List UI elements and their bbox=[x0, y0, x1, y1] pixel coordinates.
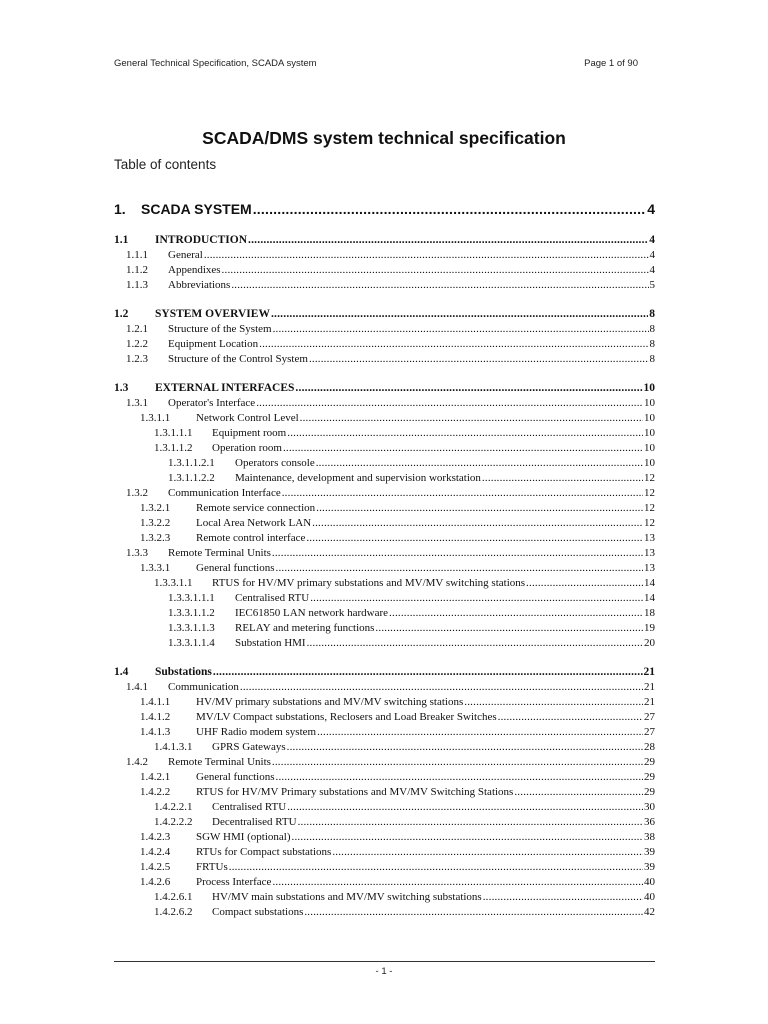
toc-entry-page: 14 bbox=[644, 592, 655, 604]
toc-entry-page: 12 bbox=[644, 502, 655, 514]
toc-entry-page: 8 bbox=[649, 323, 655, 335]
toc-entry-number: 1.4.2.1 bbox=[140, 771, 171, 783]
toc-entry-line bbox=[168, 249, 655, 261]
toc-entry-title: Centralised RTU bbox=[212, 801, 287, 813]
toc-entry-page: 13 bbox=[644, 532, 655, 544]
toc-entry-number: 1.3.3.1.1.3 bbox=[168, 622, 215, 634]
toc-entry-title: Equipment room bbox=[212, 427, 287, 439]
toc-entry[interactable] bbox=[114, 199, 655, 229]
toc-entry-line bbox=[196, 831, 655, 843]
toc-entry-page: 13 bbox=[644, 547, 655, 559]
toc-entry-number: 1.4.2.2.2 bbox=[154, 816, 193, 828]
toc-dot-leader bbox=[298, 816, 643, 828]
toc-entry-line bbox=[212, 801, 655, 813]
toc-dot-leader bbox=[332, 846, 643, 858]
toc-entry-page: 27 bbox=[644, 726, 655, 738]
toc-dot-leader bbox=[316, 502, 643, 514]
toc-entry-line bbox=[212, 577, 655, 589]
toc-dot-leader bbox=[253, 201, 646, 217]
toc-entry-title: Operation room bbox=[212, 442, 282, 454]
toc-entry[interactable] bbox=[114, 801, 655, 816]
toc-entry[interactable] bbox=[114, 502, 655, 517]
toc-dot-leader bbox=[300, 412, 643, 424]
toc-dot-leader bbox=[271, 308, 648, 320]
toc-entry-line bbox=[155, 382, 655, 394]
toc-entry-number: 1.3.1.1 bbox=[140, 412, 171, 424]
toc-entry-number: 1.2.3 bbox=[126, 353, 148, 365]
toc-entry-number: 1.3.3.1.1.1 bbox=[168, 592, 215, 604]
toc-dot-leader bbox=[283, 442, 643, 454]
toc-entry-number: 1.4.2.6.1 bbox=[154, 891, 193, 903]
toc-dot-leader bbox=[287, 427, 643, 439]
toc-entry-page: 21 bbox=[643, 666, 655, 678]
toc-entry-page: 5 bbox=[649, 279, 655, 291]
toc-entry-page: 29 bbox=[644, 771, 655, 783]
document-title: SCADA/DMS system technical specification bbox=[202, 128, 566, 148]
toc-entry-line bbox=[168, 547, 655, 559]
toc-dot-leader bbox=[483, 891, 643, 903]
toc-dot-leader bbox=[514, 786, 643, 798]
toc-entry-page: 8 bbox=[649, 353, 655, 365]
toc-entry-line bbox=[235, 607, 655, 619]
toc-entry-title: HV/MV main substations and MV/MV switching substations bbox=[212, 891, 482, 903]
toc-entry-line bbox=[196, 786, 655, 798]
toc-entry-page: 10 bbox=[644, 442, 655, 454]
toc-entry-number: 1.4.1.3.1 bbox=[154, 741, 193, 753]
toc-dot-leader bbox=[272, 876, 643, 888]
toc-entry-title: Operator's Interface bbox=[168, 397, 256, 409]
toc-entry-number: 1.2.2 bbox=[126, 338, 148, 350]
toc-entry-page: 4 bbox=[647, 201, 655, 217]
toc-dot-leader bbox=[526, 577, 643, 589]
toc-entry-line bbox=[168, 681, 655, 693]
toc-entry-number: 1.4.2.2 bbox=[140, 786, 171, 798]
toc-entry-number: 1.3.1 bbox=[126, 397, 148, 409]
toc-entry[interactable] bbox=[114, 532, 655, 547]
toc-entry[interactable] bbox=[114, 264, 655, 279]
toc-entry-line bbox=[196, 532, 655, 544]
toc-dot-leader bbox=[306, 532, 643, 544]
toc-entry-title: Abbreviations bbox=[168, 279, 231, 291]
toc-entry-title: Centralised RTU bbox=[235, 592, 310, 604]
toc-dot-leader bbox=[295, 382, 642, 394]
toc-dot-leader bbox=[256, 397, 643, 409]
toc-entry-title: RTUS for HV/MV Primary substations and MV/MV Switching Stations bbox=[196, 786, 514, 798]
toc-entry-page: 10 bbox=[644, 427, 655, 439]
toc-dot-leader bbox=[316, 457, 643, 469]
toc-entry-page: 10 bbox=[644, 457, 655, 469]
toc-dot-leader bbox=[229, 861, 643, 873]
toc-entry-page: 42 bbox=[644, 906, 655, 918]
toc-entry-line bbox=[196, 696, 655, 708]
toc-entry-number: 1.3.1.1.2.2 bbox=[168, 472, 215, 484]
toc-entry-number: 1.3.3.1.1 bbox=[154, 577, 193, 589]
toc-entry-page: 18 bbox=[644, 607, 655, 619]
toc-entry-line bbox=[212, 891, 655, 903]
toc-dot-leader bbox=[317, 726, 643, 738]
toc-entry-page: 12 bbox=[644, 517, 655, 529]
toc-entry-page: 39 bbox=[644, 846, 655, 858]
toc-entry-page: 19 bbox=[644, 622, 655, 634]
toc-entry-title: Maintenance, development and supervision workstation bbox=[235, 472, 481, 484]
toc-entry[interactable] bbox=[114, 472, 655, 487]
toc-entry-line bbox=[196, 846, 655, 858]
toc-entry-number: 1.3.1.1.2.1 bbox=[168, 457, 215, 469]
toc-entry[interactable] bbox=[114, 517, 655, 532]
toc-entry-title: General functions bbox=[196, 771, 275, 783]
toc-entry-title: IEC61850 LAN network hardware bbox=[235, 607, 389, 619]
toc-entry-number: 1.3.1.1.1 bbox=[154, 427, 193, 439]
toc-entry-number: 1.3.3.1 bbox=[140, 562, 171, 574]
toc-entry-line bbox=[168, 353, 655, 365]
toc-entry-number: 1.4 bbox=[114, 666, 129, 678]
toc-entry-line bbox=[212, 906, 655, 918]
toc-entry-line bbox=[235, 622, 655, 634]
toc-entry[interactable] bbox=[114, 891, 655, 906]
toc-entry-title: Appendixes bbox=[168, 264, 221, 276]
toc-entry-line bbox=[196, 412, 655, 424]
toc-dot-leader bbox=[307, 637, 643, 649]
running-header-page: Page 1 of 90 bbox=[584, 58, 638, 69]
toc-dot-leader bbox=[287, 801, 643, 813]
toc-entry[interactable] bbox=[114, 397, 655, 412]
toc-entry-number: 1.4.1.2 bbox=[140, 711, 171, 723]
toc-entry[interactable] bbox=[114, 234, 655, 249]
toc-entry[interactable] bbox=[114, 607, 655, 622]
toc-entry[interactable] bbox=[114, 681, 655, 696]
toc-entry-line bbox=[168, 756, 655, 768]
toc-entry-title: Process Interface bbox=[196, 876, 272, 888]
toc-entry-number: 1.3.3.1.1.2 bbox=[168, 607, 215, 619]
toc-entry[interactable] bbox=[114, 756, 655, 771]
toc-entry-page: 8 bbox=[649, 308, 655, 320]
running-header-title: General Technical Specification, SCADA system bbox=[114, 58, 317, 69]
toc-entry-line bbox=[168, 264, 655, 276]
toc-entry[interactable] bbox=[114, 382, 655, 397]
toc-entry-title: Remote Terminal Units bbox=[168, 756, 271, 768]
toc-entry[interactable] bbox=[114, 249, 655, 264]
toc-dot-leader bbox=[204, 249, 649, 261]
toc-dot-leader bbox=[231, 279, 648, 291]
toc-entry[interactable] bbox=[114, 906, 655, 921]
toc-entry-page: 20 bbox=[644, 637, 655, 649]
toc-entry[interactable] bbox=[114, 666, 655, 681]
toc-entry-number: 1.1.3 bbox=[126, 279, 148, 291]
table-of-contents bbox=[114, 199, 655, 921]
toc-entry-title: Equipment Location bbox=[168, 338, 259, 350]
toc-entry-line bbox=[235, 472, 655, 484]
toc-entry-page: 27 bbox=[644, 711, 655, 723]
toc-entry-page: 21 bbox=[644, 681, 655, 693]
toc-entry-line bbox=[196, 517, 655, 529]
toc-entry-title: Compact substations bbox=[212, 906, 304, 918]
toc-entry-line bbox=[196, 876, 655, 888]
toc-entry-title: Communication Interface bbox=[168, 487, 281, 499]
toc-entry-line bbox=[196, 726, 655, 738]
toc-entry-line bbox=[155, 308, 655, 320]
toc-entry[interactable] bbox=[114, 323, 655, 338]
toc-entry-number: 1.3 bbox=[114, 382, 129, 394]
toc-entry-page: 10 bbox=[643, 382, 655, 394]
toc-entry[interactable] bbox=[114, 741, 655, 756]
toc-entry-title: General bbox=[168, 249, 203, 261]
toc-entry-title: Substations bbox=[155, 666, 212, 678]
toc-entry-line bbox=[235, 592, 655, 604]
toc-entry-line bbox=[235, 637, 655, 649]
toc-entry-title: SYSTEM OVERVIEW bbox=[155, 308, 270, 320]
toc-dot-leader bbox=[312, 517, 643, 529]
footer-page-number: - 1 - bbox=[375, 966, 393, 977]
toc-entry-number: 1.4.2.6.2 bbox=[154, 906, 193, 918]
toc-entry[interactable] bbox=[114, 771, 655, 786]
toc-entry[interactable] bbox=[114, 816, 655, 831]
toc-entry-title: RTUS for HV/MV primary substations and MV/MV switching stations bbox=[212, 577, 526, 589]
toc-entry-page: 4 bbox=[649, 234, 655, 246]
toc-entry-page: 30 bbox=[644, 801, 655, 813]
toc-entry-page: 40 bbox=[644, 891, 655, 903]
toc-entry[interactable] bbox=[114, 412, 655, 427]
toc-entry-title: RELAY and metering functions bbox=[235, 622, 375, 634]
toc-entry-line bbox=[212, 816, 655, 828]
toc-entry-page: 4 bbox=[649, 249, 655, 261]
toc-entry[interactable] bbox=[114, 308, 655, 323]
toc-entry[interactable] bbox=[114, 487, 655, 502]
toc-entry-number: 1.4.2.5 bbox=[140, 861, 171, 873]
toc-entry-line bbox=[168, 323, 655, 335]
toc-dot-leader bbox=[498, 711, 643, 723]
toc-entry-number: 1.4.2 bbox=[126, 756, 148, 768]
toc-entry-line bbox=[196, 502, 655, 514]
toc-entry-title: HV/MV primary substations and MV/MV switching stations bbox=[196, 696, 464, 708]
toc-entry-number: 1.2 bbox=[114, 308, 129, 320]
toc-dot-leader bbox=[375, 622, 643, 634]
toc-entry-number: 1.3.2.1 bbox=[140, 502, 171, 514]
toc-entry-page: 29 bbox=[644, 756, 655, 768]
toc-entry-page: 14 bbox=[644, 577, 655, 589]
toc-dot-leader bbox=[287, 741, 643, 753]
toc-entry-title: GPRS Gateways bbox=[212, 741, 286, 753]
toc-entry-page: 12 bbox=[644, 472, 655, 484]
toc-heading: Table of contents bbox=[114, 157, 217, 172]
toc-entry[interactable] bbox=[114, 726, 655, 741]
toc-entry-page: 36 bbox=[644, 816, 655, 828]
toc-entry-title: Decentralised RTU bbox=[212, 816, 297, 828]
toc-dot-leader bbox=[248, 234, 648, 246]
toc-entry-page: 21 bbox=[644, 696, 655, 708]
toc-entry[interactable] bbox=[114, 592, 655, 607]
toc-entry-number: 1.3.2.3 bbox=[140, 532, 171, 544]
toc-entry-line bbox=[196, 562, 655, 574]
toc-entry-page: 39 bbox=[644, 861, 655, 873]
toc-entry[interactable] bbox=[114, 622, 655, 637]
toc-entry-number: 1.4.2.2.1 bbox=[154, 801, 193, 813]
toc-dot-leader bbox=[259, 338, 648, 350]
toc-entry-number: 1.2.1 bbox=[126, 323, 148, 335]
toc-entry-page: 38 bbox=[644, 831, 655, 843]
toc-entry-number: 1.4.2.6 bbox=[140, 876, 171, 888]
toc-entry-number: 1.4.1.3 bbox=[140, 726, 171, 738]
toc-entry-title: Structure of the System bbox=[168, 323, 272, 335]
toc-entry-title: Remote Terminal Units bbox=[168, 547, 271, 559]
toc-dot-leader bbox=[389, 607, 643, 619]
toc-entry[interactable] bbox=[114, 696, 655, 711]
toc-dot-leader bbox=[213, 666, 643, 678]
footer-divider bbox=[114, 961, 655, 962]
toc-dot-leader bbox=[292, 831, 643, 843]
toc-entry-number: 1.3.1.1.2 bbox=[154, 442, 193, 454]
toc-entry-page: 40 bbox=[644, 876, 655, 888]
toc-entry-number: 1.1 bbox=[114, 234, 129, 246]
toc-dot-leader bbox=[304, 906, 643, 918]
toc-entry-title: Network Control Level bbox=[196, 412, 299, 424]
toc-entry[interactable] bbox=[114, 876, 655, 891]
toc-entry[interactable] bbox=[114, 338, 655, 353]
toc-entry[interactable] bbox=[114, 427, 655, 442]
toc-entry-number: 1.3.2 bbox=[126, 487, 148, 499]
toc-entry-title: Communication bbox=[168, 681, 239, 693]
toc-dot-leader bbox=[310, 592, 643, 604]
toc-entry-number: 1.4.1.1 bbox=[140, 696, 171, 708]
toc-dot-leader bbox=[309, 353, 649, 365]
toc-dot-leader bbox=[222, 264, 649, 276]
toc-dot-leader bbox=[240, 681, 643, 693]
toc-entry[interactable] bbox=[114, 577, 655, 592]
toc-entry[interactable] bbox=[114, 711, 655, 726]
toc-entry-page: 10 bbox=[644, 397, 655, 409]
toc-entry[interactable] bbox=[114, 637, 655, 652]
toc-entry-line bbox=[212, 442, 655, 454]
toc-entry-title: SGW HMI (optional) bbox=[196, 831, 291, 843]
toc-entry-page: 8 bbox=[649, 338, 655, 350]
toc-entry-number: 1.4.2.3 bbox=[140, 831, 171, 843]
toc-entry-title: Substation HMI bbox=[235, 637, 306, 649]
toc-entry-line bbox=[168, 338, 655, 350]
toc-entry-number: 1.3.3.1.1.4 bbox=[168, 637, 215, 649]
toc-entry-number: 1.1.2 bbox=[126, 264, 148, 276]
toc-entry-title: Remote service connection bbox=[196, 502, 316, 514]
toc-entry-line bbox=[168, 279, 655, 291]
toc-dot-leader bbox=[272, 756, 643, 768]
toc-entry-number: 1.3.2.2 bbox=[140, 517, 171, 529]
toc-entry-page: 29 bbox=[644, 786, 655, 798]
toc-entry-title: UHF Radio modem system bbox=[196, 726, 317, 738]
toc-entry-line bbox=[155, 666, 655, 678]
toc-entry[interactable] bbox=[114, 547, 655, 562]
toc-entry-line bbox=[141, 201, 655, 217]
toc-entry[interactable] bbox=[114, 831, 655, 846]
toc-entry-number: 1.4.2.4 bbox=[140, 846, 171, 858]
toc-entry-line bbox=[196, 771, 655, 783]
toc-entry-title: FRTUs bbox=[196, 861, 228, 873]
toc-dot-leader bbox=[282, 487, 643, 499]
toc-entry[interactable] bbox=[114, 786, 655, 801]
toc-entry-line bbox=[235, 457, 655, 469]
toc-entry-number: 1.3.3 bbox=[126, 547, 148, 559]
toc-entry[interactable] bbox=[114, 846, 655, 861]
toc-entry-title: INTRODUCTION bbox=[155, 234, 248, 246]
toc-entry-title: General functions bbox=[196, 562, 275, 574]
toc-entry-page: 13 bbox=[644, 562, 655, 574]
toc-entry[interactable] bbox=[114, 562, 655, 577]
toc-entry-title: RTUs for Compact substations bbox=[196, 846, 332, 858]
toc-entry[interactable] bbox=[114, 279, 655, 294]
toc-entry-line bbox=[212, 427, 655, 439]
toc-dot-leader bbox=[276, 771, 644, 783]
toc-entry-page: 4 bbox=[649, 264, 655, 276]
toc-dot-leader bbox=[273, 323, 649, 335]
toc-entry-title: Structure of the Control System bbox=[168, 353, 308, 365]
toc-entry-title: Remote control interface bbox=[196, 532, 306, 544]
toc-entry[interactable] bbox=[114, 457, 655, 472]
toc-entry-page: 10 bbox=[644, 412, 655, 424]
toc-entry-title: Local Area Network LAN bbox=[196, 517, 312, 529]
toc-entry-line bbox=[212, 741, 655, 753]
toc-dot-leader bbox=[272, 547, 643, 559]
toc-entry-number: 1. bbox=[114, 201, 126, 217]
toc-entry-number: 1.4.1 bbox=[126, 681, 148, 693]
toc-entry-page: 28 bbox=[644, 741, 655, 753]
toc-entry[interactable] bbox=[114, 861, 655, 876]
toc-entry-line bbox=[196, 711, 655, 723]
toc-dot-leader bbox=[276, 562, 644, 574]
toc-dot-leader bbox=[464, 696, 643, 708]
toc-entry-title: SCADA SYSTEM bbox=[141, 201, 252, 217]
toc-entry-title: MV/LV Compact substations, Reclosers and Load Breaker Switches bbox=[196, 711, 497, 723]
toc-entry[interactable] bbox=[114, 353, 655, 368]
toc-entry-number: 1.1.1 bbox=[126, 249, 148, 261]
toc-entry-line bbox=[196, 861, 655, 873]
toc-entry-line bbox=[168, 487, 655, 499]
toc-entry-line bbox=[155, 234, 655, 246]
toc-entry[interactable] bbox=[114, 442, 655, 457]
toc-entry-line bbox=[168, 397, 655, 409]
toc-entry-title: Operators console bbox=[235, 457, 315, 469]
toc-entry-page: 12 bbox=[644, 487, 655, 499]
toc-dot-leader bbox=[482, 472, 643, 484]
toc-entry-title: EXTERNAL INTERFACES bbox=[155, 382, 295, 394]
